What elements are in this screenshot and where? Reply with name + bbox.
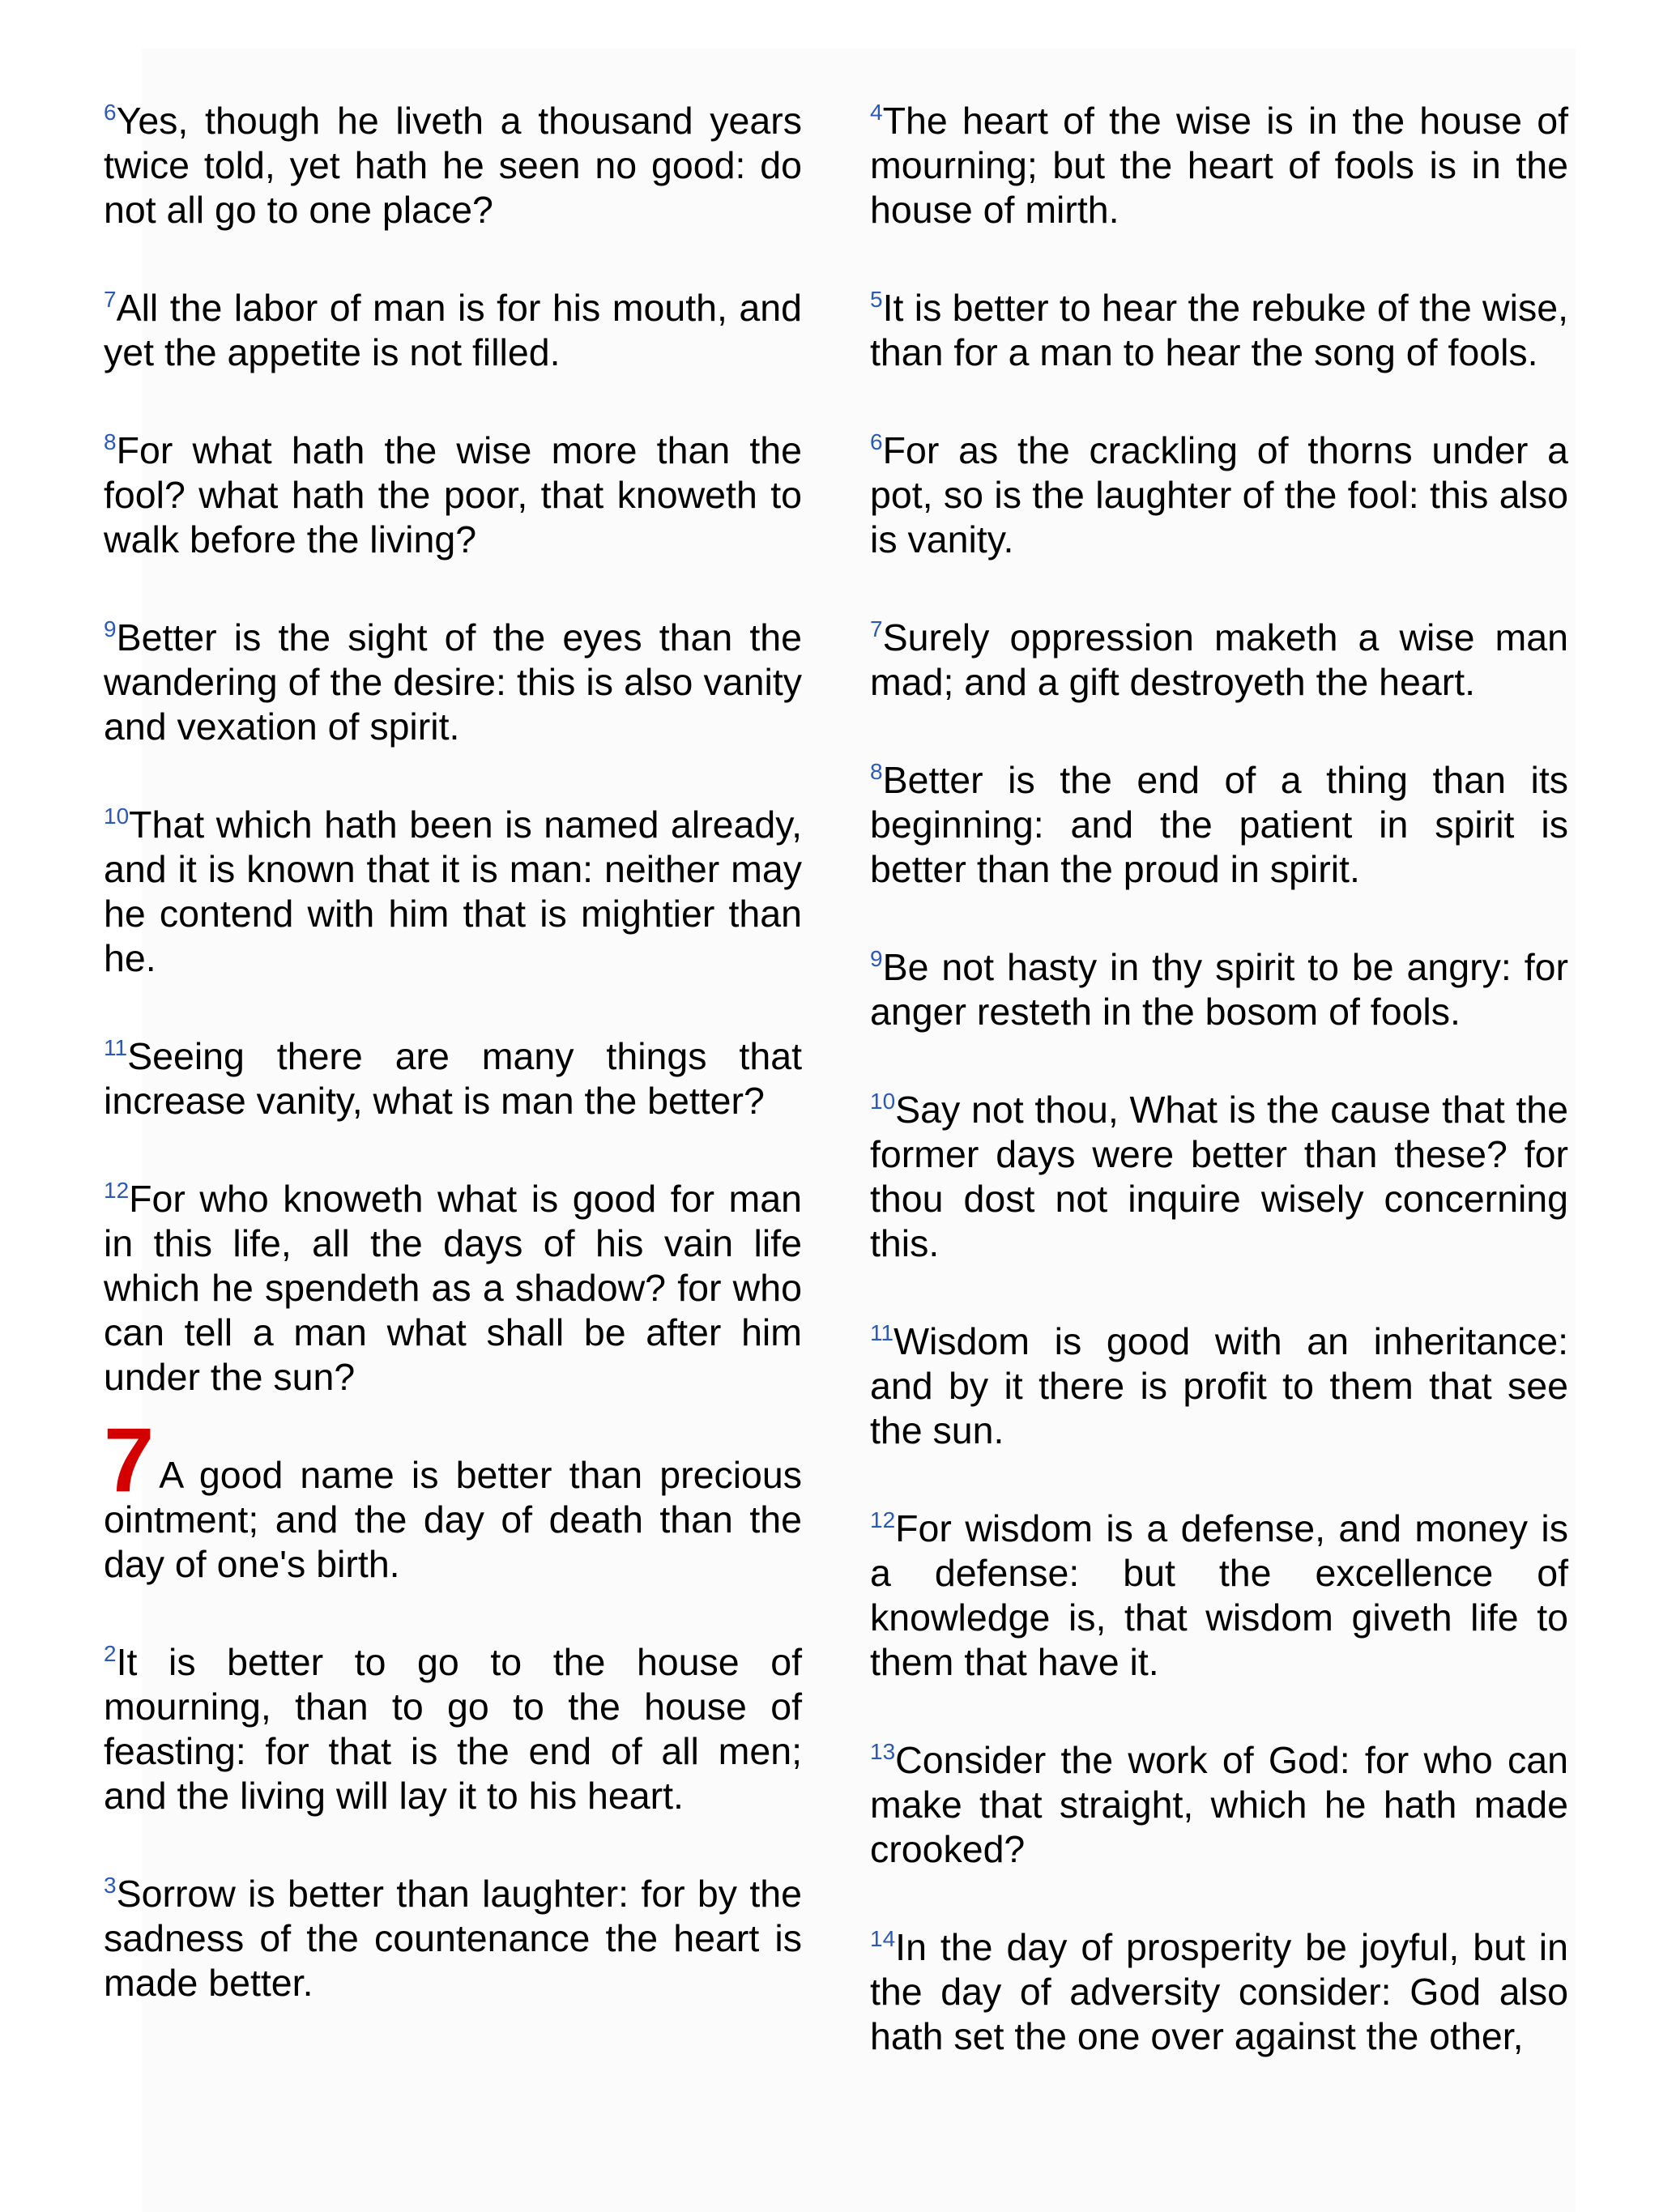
verse-2 — [104, 1640, 802, 1818]
verse-number: 7 — [870, 616, 883, 641]
verse-number: 8 — [870, 759, 883, 784]
verse-6 — [104, 99, 802, 232]
verse-text: Seeing there are many things that increase vanity, what is man the better? — [104, 1035, 802, 1122]
chapter-number: 7 — [104, 1409, 155, 1511]
verse-11 — [870, 1319, 1568, 1453]
verse-12 — [104, 1177, 802, 1400]
verse-9 — [104, 616, 802, 749]
verse-8 — [870, 758, 1568, 892]
verse-text: Sorrow is better than laughter: for by the sadness of the countenance the heart is made better. — [104, 1873, 802, 2004]
left-column — [104, 99, 802, 2059]
right-column — [870, 99, 1568, 2112]
verse-4 — [870, 99, 1568, 232]
verse-number: 11 — [104, 1035, 128, 1060]
verse-number: 4 — [870, 100, 883, 125]
chapter-7-verse-1 — [104, 1409, 802, 1587]
verse-number: 2 — [104, 1641, 117, 1666]
verse-7 — [870, 616, 1568, 705]
verse-9 — [870, 945, 1568, 1034]
verse-number: 5 — [870, 287, 883, 312]
verse-text: For who knoweth what is good for man in this life, all the days of his vain life which he spendeth as a shadow? for who can tell a man what shall be after him under the sun? — [104, 1178, 802, 1398]
verse-number: 8 — [104, 429, 117, 454]
verse-14 — [870, 1925, 1568, 2059]
verse-number: 10 — [104, 803, 130, 829]
verse-number: 11 — [870, 1320, 894, 1345]
verse-text: Say not thou, What is the cause that the former days were better than these? for thou dost not inquire wisely concerning this. — [870, 1089, 1568, 1264]
verse-text: The heart of the wise is in the house of mourning; but the heart of fools is in the house of mirth. — [870, 100, 1568, 231]
verse-text: For wisdom is a defense, and money is a defense: but the excellence of knowledge is, that wisdom giveth life to them that have it. — [870, 1507, 1568, 1683]
verse-8 — [104, 428, 802, 562]
verse-text: Yes, though he liveth a thousand years twice told, yet hath he seen no good: do not all go to one place? — [104, 100, 802, 231]
verse-13 — [870, 1738, 1568, 1872]
verse-7 — [104, 286, 802, 375]
verse-text: Better is the end of a thing than its beginning: and the patient in spirit is better than the proud in spirit. — [870, 759, 1568, 890]
verse-number: 6 — [870, 429, 883, 454]
verse-number: 12 — [104, 1178, 130, 1203]
verse-number: 6 — [104, 100, 117, 125]
verse-11 — [104, 1034, 802, 1123]
verse-text: For as the crackling of thorns under a pot, so is the laughter of the fool: this also is vanity. — [870, 429, 1568, 560]
verse-10 — [870, 1088, 1568, 1266]
verse-text: Surely oppression maketh a wise man mad; and a gift destroyeth the heart. — [870, 616, 1568, 703]
verse-number: 14 — [870, 1926, 896, 1951]
verse-6 — [870, 428, 1568, 562]
verse-text: A good name is better than precious ointment; and the day of death than the day of one's birth. — [104, 1454, 802, 1585]
verse-text: That which hath been is named already, and it is known that it is man: neither may he contend with him that is mightier than he. — [104, 803, 802, 979]
verse-number: 13 — [870, 1739, 896, 1764]
verse-number: 3 — [104, 1873, 117, 1898]
verse-number: 10 — [870, 1089, 896, 1114]
verse-text: All the labor of man is for his mouth, and yet the appetite is not filled. — [104, 287, 802, 373]
verse-number: 9 — [104, 616, 117, 641]
verse-text: Be not hasty in thy spirit to be angry: for anger resteth in the bosom of fools. — [870, 946, 1568, 1033]
verse-text: It is better to hear the rebuke of the wise, than for a man to hear the song of fools. — [870, 287, 1568, 373]
verse-12 — [870, 1507, 1568, 1685]
verse-3 — [104, 1872, 802, 2005]
verse-number: 12 — [870, 1507, 896, 1532]
verse-5 — [870, 286, 1568, 375]
verse-text: In the day of prosperity be joyful, but in the day of adversity consider: God also hath set the one over against the other, — [870, 1926, 1568, 2057]
verse-number: 7 — [104, 287, 117, 312]
verse-text: Consider the work of God: for who can make that straight, which he hath made crooked? — [870, 1739, 1568, 1870]
verse-text: For what hath the wise more than the fool? what hath the poor, that knoweth to walk before the living? — [104, 429, 802, 560]
verse-text: Wisdom is good with an inheritance: and by it there is profit to them that see the sun. — [870, 1320, 1568, 1451]
verse-number: 9 — [870, 946, 883, 971]
verse-text: It is better to go to the house of mourning, than to go to the house of feasting: for that is the end of all men; and the living will lay it to his heart. — [104, 1641, 802, 1817]
verse-10 — [104, 803, 802, 981]
verse-text: Better is the sight of the eyes than the wandering of the desire: this is also vanity and vexation of spirit. — [104, 616, 802, 748]
